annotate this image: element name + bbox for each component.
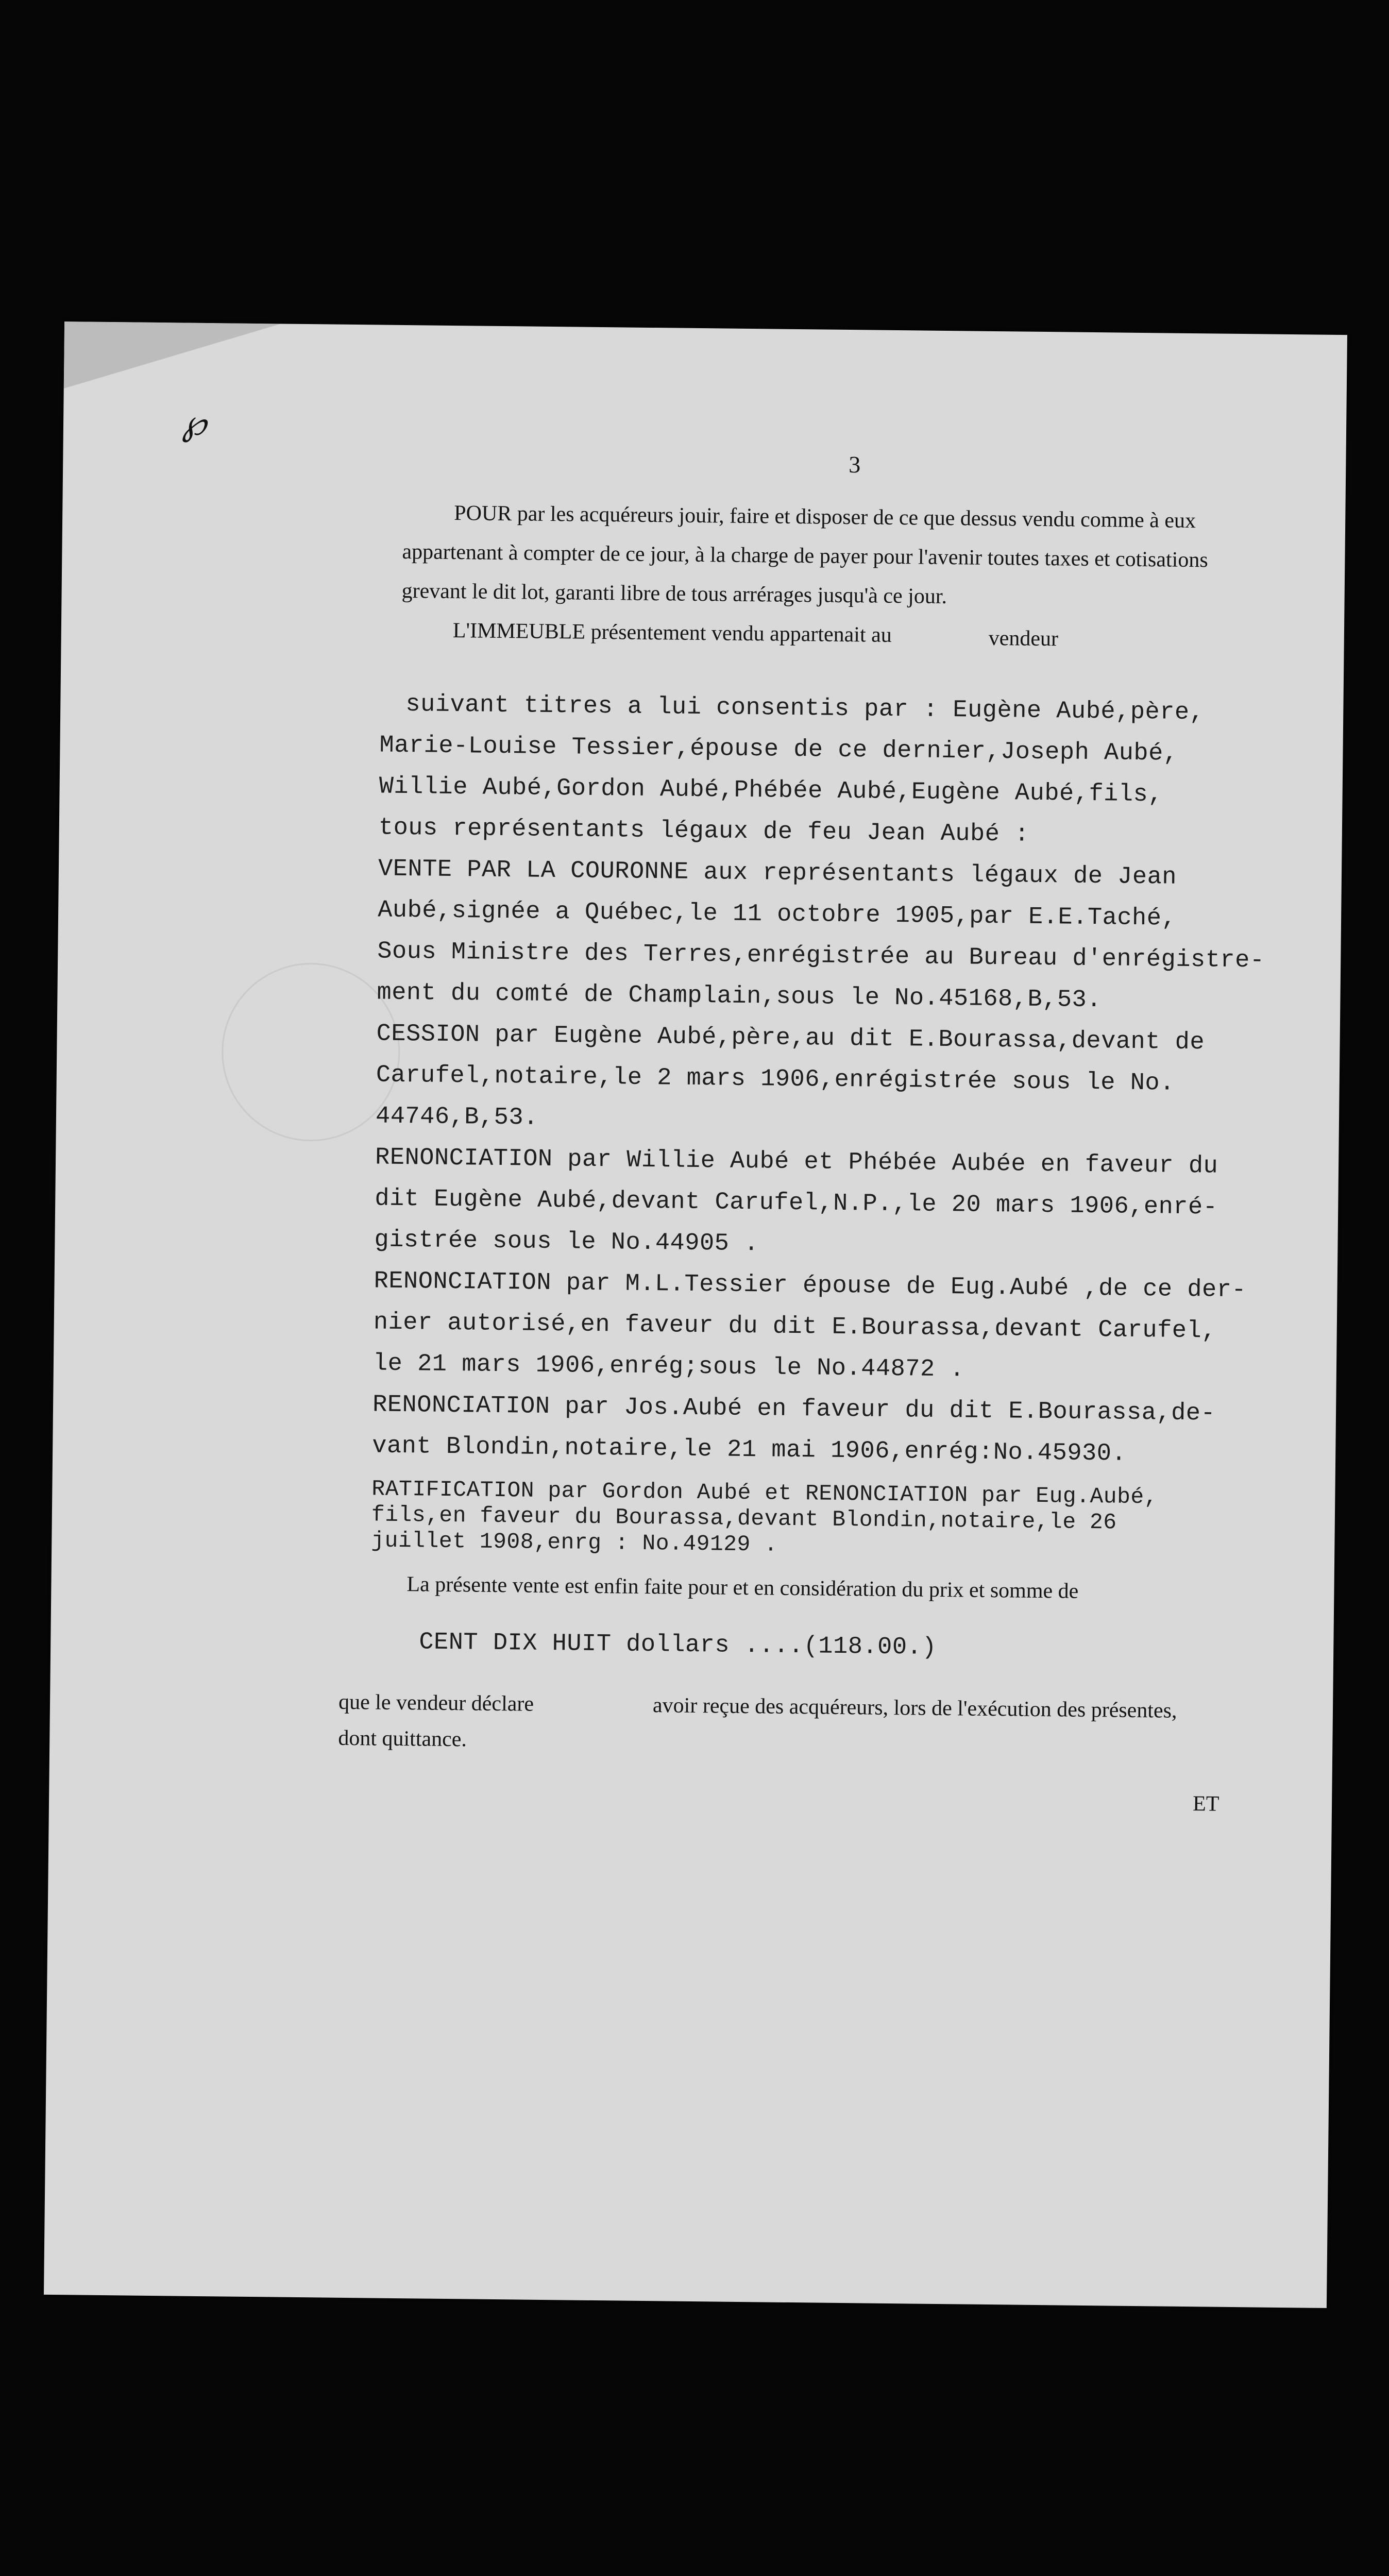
typed-line: 44746,B,53. <box>375 1103 539 1132</box>
typed-line: Willie Aubé,Gordon Aubé,Phébée Aubé,Eugène Aubé,fils, <box>379 773 1163 809</box>
typed-line: VENTE PAR LA COURONNE aux représentants légaux de Jean <box>378 855 1177 891</box>
typed-line: tous représentants légaux de feu Jean Aubé : <box>378 814 1030 849</box>
printed-line: appartenant à compter de ce jour, à la charge de payer pour l'avenir toutes taxes et cotisations <box>402 539 1208 572</box>
typed-line: Carufel,notaire,le 2 mars 1906,enrégistrée sous le No. <box>376 1061 1175 1097</box>
embossed-seal <box>221 962 401 1142</box>
typed-line: dit Eugène Aubé,devant Carufel,N.P.,le 20 mars 1906,enré- <box>375 1185 1218 1222</box>
typed-line: Marie-Louise Tessier,épouse de ce dernier,Joseph Aubé, <box>379 732 1178 768</box>
typed-line: suivant titres a lui consentis par : Eugène Aubé,père, <box>405 691 1205 727</box>
printed-line: POUR par les acquéreurs jouir, faire et disposer de ce que dessus vendu comme à eux <box>454 501 1196 533</box>
document-page <box>44 321 1347 2308</box>
typed-line: RATIFICATION par Gordon Aubé et RENONCIATION par Eug.Aubé, <box>371 1476 1158 1510</box>
printed-line: vendeur <box>988 626 1059 651</box>
printed-line: L'IMMEUBLE présentement vendu appartenait au <box>452 618 892 647</box>
handwritten-corner-mark: ℘ <box>181 403 207 443</box>
typed-line: CESSION par Eugène Aubé,père,au dit E.Bourassa,devant de <box>376 1020 1205 1057</box>
typed-line: fils,en faveur du Bourassa,devant Blondin,notaire,le 26 <box>371 1502 1117 1535</box>
receipt-line-a: que le vendeur déclare <box>338 1690 534 1716</box>
typed-line: RENONCIATION par M.L.Tessier épouse de Eug.Aubé ,de ce der- <box>374 1267 1247 1304</box>
typed-line: le 21 mars 1906,enrég;sous le No.44872 . <box>372 1350 965 1384</box>
typed-line: Sous Ministre des Terres,enrégistrée au Bureau d'enrégistre- <box>377 938 1265 975</box>
price-typed: CENT DIX HUIT dollars ....(118.00.) <box>419 1629 937 1662</box>
receipt-line-2: dont quittance. <box>338 1726 467 1752</box>
page-number: 3 <box>849 451 861 478</box>
typed-line: juillet 1908,enrg : No.49129 . <box>371 1528 778 1557</box>
folded-corner <box>64 321 281 391</box>
typed-line: vant Blondin,notaire,le 21 mai 1906,enrég:No.45930. <box>372 1432 1127 1468</box>
typed-line: RENONCIATION par Willie Aubé et Phébée Aubée en faveur du <box>375 1144 1218 1180</box>
catchword: ET <box>1192 1792 1219 1816</box>
consideration-line: La présente vente est enfin faite pour et en considération du prix et somme de <box>406 1572 1079 1603</box>
typed-line: Aubé,signée a Québec,le 11 octobre 1905,par E.E.Taché, <box>377 896 1177 933</box>
receipt-line-b: avoir reçue des acquéreurs, lors de l'exécution des présentes, <box>652 1693 1177 1723</box>
typed-line: gistrée sous le No.44905 . <box>374 1226 759 1258</box>
typed-line: RENONCIATION par Jos.Aubé en faveur du dit E.Bourassa,de- <box>372 1391 1216 1428</box>
typed-line: nier autorisé,en faveur du dit E.Bourassa,devant Carufel, <box>373 1309 1217 1345</box>
printed-line: grevant le dit lot, garanti libre de tous arrérages jusqu'à ce jour. <box>401 579 947 609</box>
typed-line: ment du comté de Champlain,sous le No.45168,B,53. <box>377 979 1102 1014</box>
